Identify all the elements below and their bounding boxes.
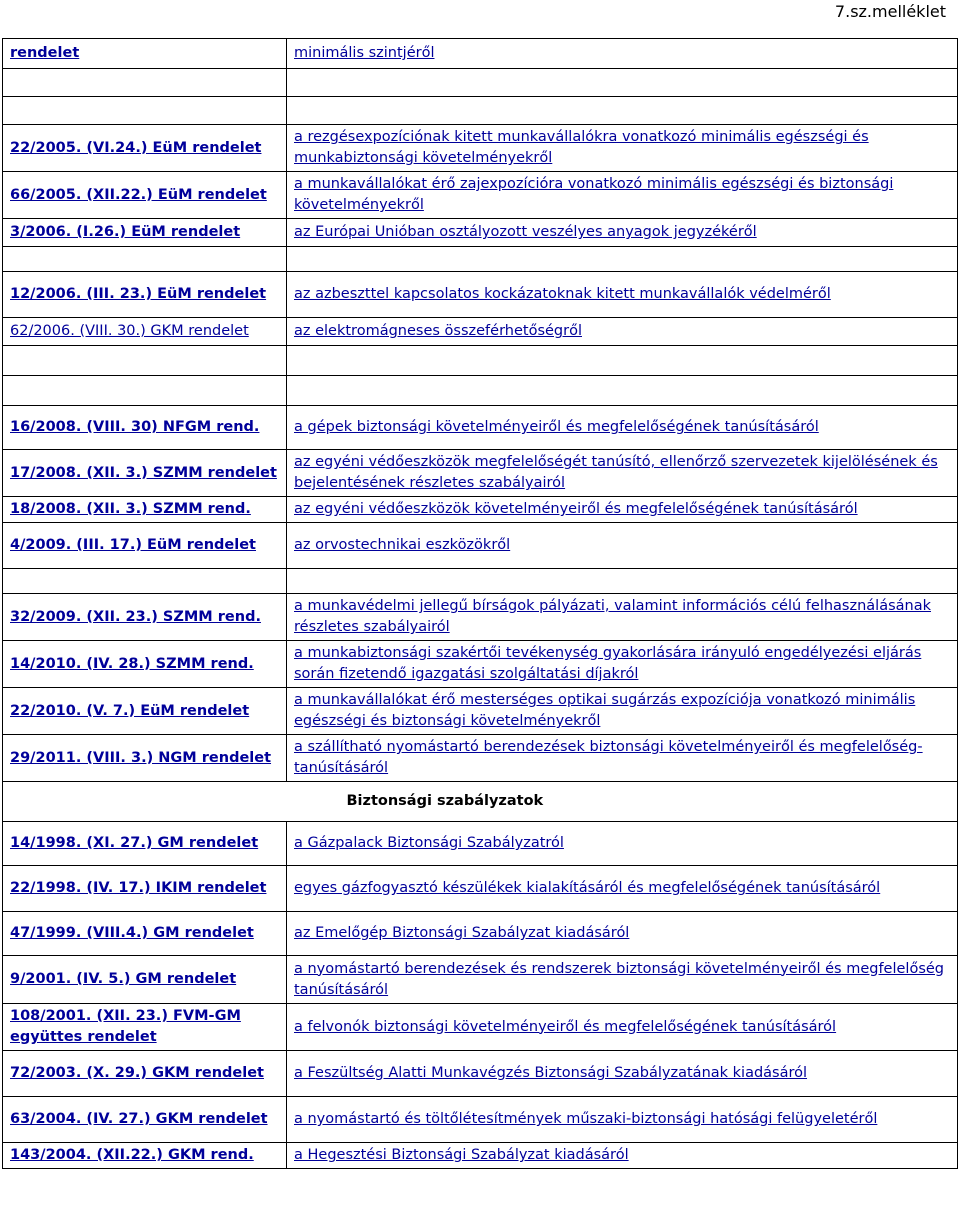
regulation-title-link[interactable]: a szállítható nyomástartó berendezések biztonsági követelményeiről és megfelelőség-tanúsításáról: [287, 735, 958, 782]
regulation-reference-link[interactable]: 22/2010. (V. 7.) EüM rendelet: [3, 688, 287, 735]
ref-cell-empty: [3, 376, 287, 406]
blank-row: [3, 97, 958, 125]
regulation-row: [3, 219, 958, 247]
regulation-title-link[interactable]: az azbeszttel kapcsolatos kockázatoknak kitett munkavállalók védelméről: [287, 272, 958, 318]
regulation-reference-link[interactable]: 143/2004. (XII.22.) GKM rend.: [3, 1143, 287, 1169]
regulation-title-link[interactable]: a munkabiztonsági szakértői tevékenység gyakorlására irányuló engedélyezési eljárás során fizetendő igazgatási szolgáltatási díjakról: [287, 641, 958, 688]
section-header-row: [3, 782, 958, 822]
regulation-title-link[interactable]: az egyéni védőeszközök követelményeiről és megfelelőségének tanúsításáról: [287, 497, 958, 523]
regulation-reference-link[interactable]: 108/2001. (XII. 23.) FVM-GM együttes rendelet: [3, 1004, 287, 1051]
regulation-reference-link[interactable]: 22/2005. (VI.24.) EüM rendelet: [3, 125, 287, 172]
ref-cell-empty: [3, 69, 287, 97]
regulation-title-link[interactable]: a Gázpalack Biztonsági Szabályzatról: [287, 822, 958, 866]
attachment-label: 7.sz.melléklet: [834, 2, 946, 21]
regulations-table: [2, 38, 958, 1169]
regulations-table-body: [3, 39, 958, 1169]
regulation-reference-link[interactable]: 9/2001. (IV. 5.) GM rendelet: [3, 956, 287, 1004]
regulation-row: [3, 956, 958, 1004]
section-heading: Biztonsági szabályzatok: [287, 782, 958, 822]
regulation-row: [3, 822, 958, 866]
regulation-title-link[interactable]: a gépek biztonsági követelményeiről és megfelelőségének tanúsításáról: [287, 406, 958, 450]
regulation-title-link[interactable]: a munkavállalókat érő mesterséges optikai sugárzás expozíciója vonatkozó minimális egészségi és biztonsági követelményekről: [287, 688, 958, 735]
regulation-row: [3, 1004, 958, 1051]
regulation-reference-link[interactable]: 12/2006. (III. 23.) EüM rendelet: [3, 272, 287, 318]
regulation-row: [3, 912, 958, 956]
regulation-row: [3, 450, 958, 497]
regulation-row: [3, 523, 958, 569]
regulation-reference-link[interactable]: 16/2008. (VIII. 30) NFGM rend.: [3, 406, 287, 450]
regulation-reference-link[interactable]: 62/2006. (VIII. 30.) GKM rendelet: [3, 318, 287, 346]
title-cell-empty: [287, 376, 958, 406]
regulation-row: [3, 1143, 958, 1169]
regulation-title-link[interactable]: az egyéni védőeszközök megfelelőségét tanúsító, ellenőrző szervezetek kijelölésének és bejelentésének részletes szabályairól: [287, 450, 958, 497]
regulation-row: [3, 1097, 958, 1143]
regulation-row: [3, 272, 958, 318]
regulation-title-link[interactable]: a Feszültség Alatti Munkavégzés Biztonsági Szabályzatának kiadásáról: [287, 1051, 958, 1097]
regulation-row: [3, 594, 958, 641]
regulation-title-link[interactable]: a munkavállalókat érő zajexpozícióra vonatkozó minimális egészségi és biztonsági követelményekről: [287, 172, 958, 219]
title-cell-empty: [287, 569, 958, 594]
regulation-title-link[interactable]: a Hegesztési Biztonsági Szabályzat kiadásáról: [287, 1143, 958, 1169]
regulation-row: [3, 497, 958, 523]
regulation-reference-link[interactable]: 4/2009. (III. 17.) EüM rendelet: [3, 523, 287, 569]
title-cell-empty: [287, 97, 958, 125]
regulation-reference-link[interactable]: 14/2010. (IV. 28.) SZMM rend.: [3, 641, 287, 688]
regulation-title-link[interactable]: minimális szintjéről: [287, 39, 958, 69]
regulation-reference-link[interactable]: 32/2009. (XII. 23.) SZMM rend.: [3, 594, 287, 641]
regulation-row: [3, 735, 958, 782]
regulation-row: [3, 39, 958, 69]
regulation-row: [3, 1051, 958, 1097]
regulation-reference-link[interactable]: 29/2011. (VIII. 3.) NGM rendelet: [3, 735, 287, 782]
regulation-row: [3, 866, 958, 912]
regulation-title-link[interactable]: a nyomástartó berendezések és rendszerek biztonsági követelményeiről és megfelelőség tanúsításáról: [287, 956, 958, 1004]
regulation-title-link[interactable]: a rezgésexpozíciónak kitett munkavállalókra vonatkozó minimális egészségi és munkabiztonsági követelményekről: [287, 125, 958, 172]
title-cell-empty: [287, 346, 958, 376]
ref-cell-empty: [3, 97, 287, 125]
regulation-title-link[interactable]: a nyomástartó és töltőlétesítmények műszaki-biztonsági hatósági felügyeletéről: [287, 1097, 958, 1143]
regulation-reference-link[interactable]: 17/2008. (XII. 3.) SZMM rendelet: [3, 450, 287, 497]
regulation-title-link[interactable]: a felvonók biztonsági követelményeiről és megfelelőségének tanúsításáról: [287, 1004, 958, 1051]
regulation-row: [3, 318, 958, 346]
regulation-reference-link[interactable]: 18/2008. (XII. 3.) SZMM rend.: [3, 497, 287, 523]
regulation-row: [3, 172, 958, 219]
blank-row: [3, 346, 958, 376]
regulation-row: [3, 125, 958, 172]
blank-row: [3, 569, 958, 594]
regulation-title-link[interactable]: az Európai Unióban osztályozott veszélyes anyagok jegyzékéről: [287, 219, 958, 247]
regulation-row: [3, 406, 958, 450]
section-spacer-cell: [3, 782, 287, 822]
regulation-reference-link[interactable]: 66/2005. (XII.22.) EüM rendelet: [3, 172, 287, 219]
regulation-reference-link[interactable]: rendelet: [3, 39, 287, 69]
regulation-reference-link[interactable]: 14/1998. (XI. 27.) GM rendelet: [3, 822, 287, 866]
ref-cell-empty: [3, 346, 287, 376]
ref-cell-empty: [3, 569, 287, 594]
regulation-reference-link[interactable]: 22/1998. (IV. 17.) IKIM rendelet: [3, 866, 287, 912]
regulation-reference-link[interactable]: 47/1999. (VIII.4.) GM rendelet: [3, 912, 287, 956]
regulation-title-link[interactable]: az Emelőgép Biztonsági Szabályzat kiadásáról: [287, 912, 958, 956]
blank-row: [3, 376, 958, 406]
regulation-title-link[interactable]: egyes gázfogyasztó készülékek kialakításáról és megfelelőségének tanúsításáról: [287, 866, 958, 912]
regulation-reference-link[interactable]: 3/2006. (I.26.) EüM rendelet: [3, 219, 287, 247]
regulation-title-link[interactable]: az elektromágneses összeférhetőségről: [287, 318, 958, 346]
regulation-title-link[interactable]: az orvostechnikai eszközökről: [287, 523, 958, 569]
blank-row: [3, 69, 958, 97]
regulation-title-link[interactable]: a munkavédelmi jellegű bírságok pályázati, valamint információs célú felhasználásának részletes szabályairól: [287, 594, 958, 641]
regulation-row: [3, 688, 958, 735]
regulation-reference-link[interactable]: 72/2003. (X. 29.) GKM rendelet: [3, 1051, 287, 1097]
regulation-row: [3, 641, 958, 688]
ref-cell-empty: [3, 247, 287, 272]
regulation-reference-link[interactable]: 63/2004. (IV. 27.) GKM rendelet: [3, 1097, 287, 1143]
title-cell-empty: [287, 69, 958, 97]
title-cell-empty: [287, 247, 958, 272]
blank-row: [3, 247, 958, 272]
